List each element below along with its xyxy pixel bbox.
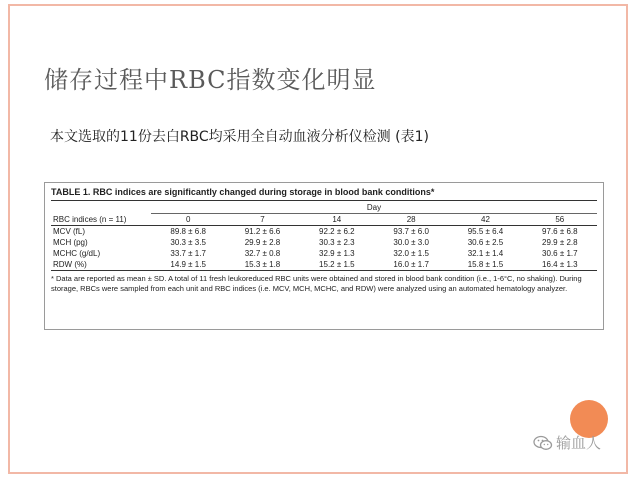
table-cell: 32.1 ± 1.4: [467, 249, 504, 258]
table-row: [51, 248, 597, 259]
row-header-cell: RBC indices (n = 11): [53, 215, 127, 224]
table-footnote: * Data are reported as mean ± SD. A total of 11 fresh leukoreduced RBC units were obtained and stored in blood bank condition (i.e., 1-6°C, no shaking). During storage, RBCs were sampled from each unit and RBC indices (i.e. MCV, MCH, MCHC, and RDW) were analyzed using an automated hematology analyzer.: [51, 274, 582, 293]
table-row: [51, 226, 597, 238]
table-cell: 15.2 ± 1.5: [319, 260, 355, 269]
wechat-icon: [533, 435, 553, 451]
table-cell: 92.2 ± 6.2: [319, 227, 355, 236]
slide-title: 储存过程中RBC指数变化明显: [44, 66, 377, 94]
day-header: Day: [151, 201, 597, 214]
table-cell: 30.3 ± 2.3: [319, 238, 355, 247]
column-header-day: 14: [332, 215, 342, 224]
slide-subtitle: 本文选取的11份去白RBC均采用全自动血液分析仪检测 (表1): [50, 129, 429, 145]
table-cell: 95.5 ± 6.4: [467, 227, 504, 236]
table-cell: 93.7 ± 6.0: [393, 227, 429, 236]
table-cell: 16.0 ± 1.7: [393, 260, 429, 269]
table-row: [51, 237, 597, 248]
table-cell: 30.6 ± 1.7: [542, 249, 578, 258]
table-cell: 16.4 ± 1.3: [542, 260, 578, 269]
column-header-day: 28: [406, 215, 416, 224]
table-cell: 30.3 ± 3.5: [170, 238, 206, 247]
table-header-row: [51, 214, 597, 226]
table-cell: 32.7 ± 0.8: [244, 249, 281, 258]
table-cell: 29.9 ± 2.8: [244, 238, 281, 247]
table-figure: [44, 182, 604, 330]
table-cell: 15.8 ± 1.5: [467, 260, 504, 269]
table-cell: 32.0 ± 1.5: [393, 249, 429, 258]
column-header-day: 42: [481, 215, 490, 224]
row-label: MCHC (g/dL): [53, 249, 101, 258]
table-cell: 33.7 ± 1.7: [170, 249, 206, 258]
column-header-day: 7: [260, 215, 265, 224]
table-cell: 30.6 ± 2.5: [467, 238, 504, 247]
watermark: [533, 432, 601, 453]
table-caption: TABLE 1. RBC indices are significantly changed during storage in blood bank conditions*: [51, 187, 597, 201]
table-cell: 89.8 ± 6.8: [170, 227, 206, 236]
table-cell: 91.2 ± 6.6: [244, 227, 281, 236]
table-row: [51, 259, 597, 271]
table-cell: 97.6 ± 6.8: [542, 227, 578, 236]
table-cell: 29.9 ± 2.8: [542, 238, 578, 247]
row-label: MCH (pg): [53, 238, 88, 247]
column-header-day: 56: [555, 215, 565, 224]
table-cell: 15.3 ± 1.8: [244, 260, 281, 269]
rbc-indices-table: [51, 214, 597, 271]
row-label: MCV (fL): [53, 227, 85, 236]
table-cell: 14.9 ± 1.5: [170, 260, 206, 269]
table-cell: 32.9 ± 1.3: [319, 249, 355, 258]
column-header-day: 0: [185, 215, 191, 224]
table-cell: 30.0 ± 3.0: [393, 238, 429, 247]
row-label: RDW (%): [53, 260, 87, 269]
watermark-text: 输血人: [556, 434, 602, 452]
